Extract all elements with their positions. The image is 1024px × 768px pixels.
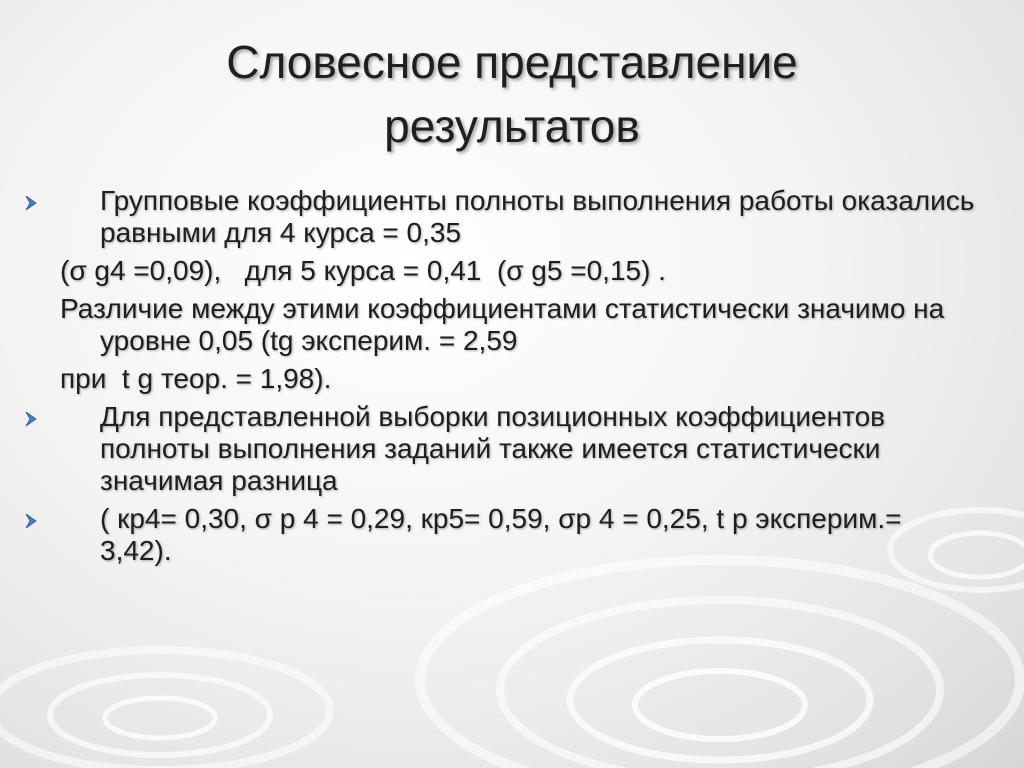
title-line-2: результатов	[384, 100, 640, 152]
paragraph-text: Для представленной выборки позиционных коэффициентов полноты выполнения заданий также имеется статистически значимая разница	[100, 401, 886, 496]
paragraph	[60, 255, 980, 287]
paragraph-text: Групповые коэффициенты полноты выполнения работы оказались равными для 4 курса = 0,35	[100, 185, 975, 248]
paragraph-text: ( кр4= 0,30, σ р 4 = 0,29, кр5= 0,59, σр 4 = 0,25, t р эксперим.= 3,42).	[100, 503, 902, 566]
bullet-paragraph	[60, 503, 980, 567]
bullet-paragraph	[60, 185, 980, 249]
paragraph	[60, 363, 980, 395]
slide-body	[60, 185, 980, 573]
title-line-1: Словесное представление	[226, 36, 798, 88]
chevron-right-icon	[22, 193, 42, 213]
bullet-paragraph	[60, 401, 980, 497]
chevron-right-icon	[22, 511, 42, 531]
paragraph	[60, 293, 980, 357]
paragraph-text: Различие между этими коэффициентами статистически значимо на уровне 0,05 (tg эксперим. = 2,59	[60, 293, 945, 356]
paragraph-text: (σ g4 =0,09), для 5 курса = 0,41 (σ g5 =0,15) .	[60, 255, 666, 286]
paragraph-text: при t g теор. = 1,98).	[60, 363, 332, 394]
slide-title	[60, 30, 964, 158]
chevron-right-icon	[22, 409, 42, 429]
